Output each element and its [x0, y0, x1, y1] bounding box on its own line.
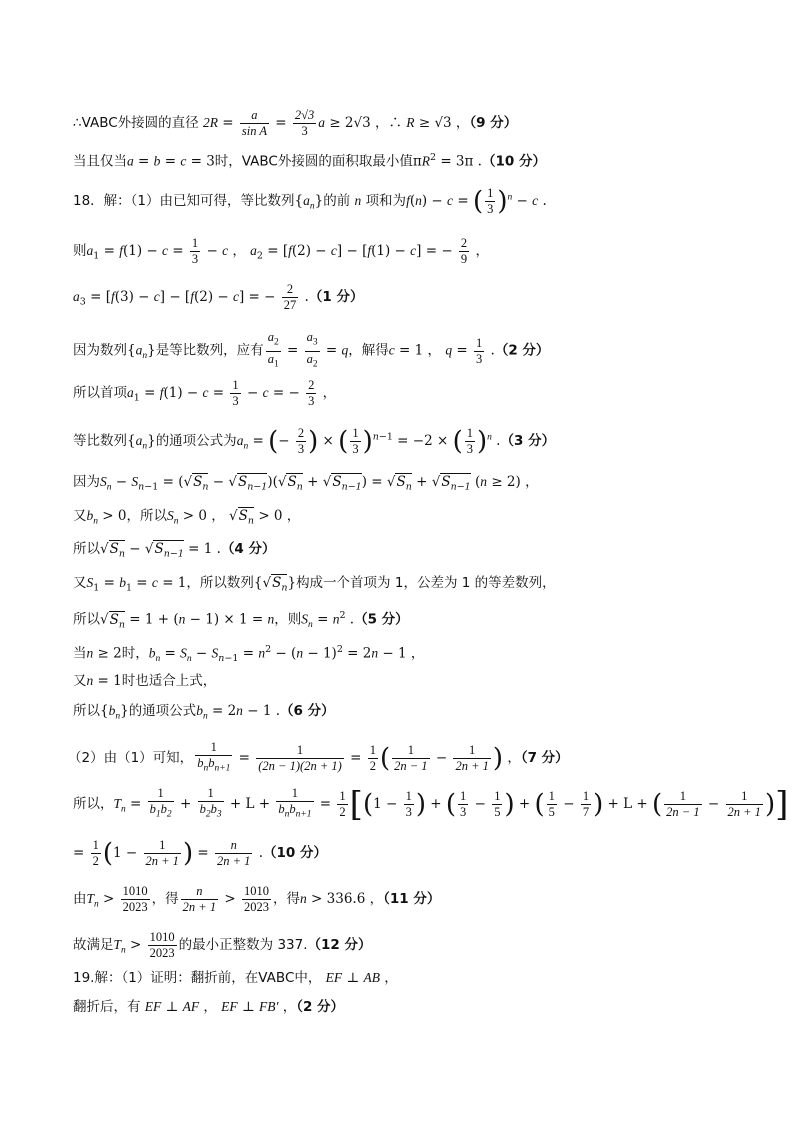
line-bn-result: 所以$\{b_n\}$的通项公式$b_n = 2n - 1$ .（6 分）: [73, 703, 335, 722]
line-inequality: 由$T_n$ > $\frac{1010}{2023}$ ，得 $\frac{n}{2n + 1}$ > $\frac{1010}{2023}$ ，得n > 336.6 ，（11 分）: [73, 884, 441, 914]
line-ratio: 因为数列$\{a_n\}$是等比数列，应有 $\frac{a_2}{a_1}$ = $\frac{a_3}{a_2}$ = q，解得c = 1 ， q = $\frac{1}{3}$ .（2 分）: [73, 330, 550, 369]
line-min-integer: 故满足$T_n$ > $\frac{1010}{2023}$ 的最小正整数为 337.（12 分）: [73, 930, 372, 960]
line-q18-intro: 18．解：（1）由已知可得，等比数列$\{a_n\}$的前 n 项和为f(n) − c = ( $\frac{1}{3}$ )$^n$ − c .: [73, 186, 547, 217]
line-sn-formula: 所以$√S_n = 1 + (n - 1) \times 1 = n$，则$S_n = n^2$ .（5 分）: [73, 610, 409, 631]
line-tn-result: = $\frac{1}{2}$ (1 − $\frac{1}{2n + 1}$ ) = $\frac{n}{2n + 1}$ .（10 分）: [73, 838, 328, 869]
line-bn-derive: 当n ≥ 2时，$b_n = S_n - S_{n-1} = n^2 - (n - 1)^2 = 2n - 1$ ，: [73, 644, 425, 665]
line-part2-fraction: （2）由（1）可知， $\frac{1}{b_nb_{n+1}}$ = $\frac{1}{(2n - 1)(2n + 1)}$ = $\frac{1}{2}$ ( $\frac{1}{2n - 1}$ − $\frac{1}{2n + 1}$ ) ，（7 分）: [68, 740, 569, 774]
line-tn-sum: 所以，$T_n$ = $\frac{1}{b_1b_2}$ + $\frac{1}{b_2b_3}$ + L + $\frac{1}{b_nb_{n+1}}$ = $\frac{1}{2}$ [(1 − $\frac{1}{3}$ ) + ( $\frac{1}{3}$ − $\frac{1}{5}$ ) + ( $\frac{1}{5}$ − $\frac{1}{7}$ ) + L + ( $\frac{1}{2n - 1}$ − $\frac{1}{2n + 1}$ )]: [73, 784, 789, 825]
line-bn-positive: 又$b_n > 0$，所以$S_n > 0$ ， $√S_n > 0$ ，: [73, 508, 301, 527]
line-sqrt-diff: 所以$√S_n - √S_{n-1} = 1$ .（4 分）: [73, 541, 276, 560]
line-general-term: 等比数列$\{a_n\}$的通项公式为$a_n$ = (− $\frac{2}{3}$ ) × ( $\frac{1}{3}$ )$^{n-1}$ = −2 × ( $\frac{1}{3}$ )$^n$ .（3 分）: [73, 426, 556, 457]
line-sn-difference: 因为$S_n - S_{n-1} = (√S_n - √S_{n-1})(√S_n + √S_{n-1}) = √S_n + √S_{n-1}$ (n ≥ 2) ，: [73, 474, 539, 493]
line-a3: $a_3 = [f(3) - c] - [f(2) - c]$ = − $\frac{2}{27}$ .（1 分）: [73, 282, 364, 312]
line-first-term: 所以首项$a_1 = f(1) - c$ = $\frac{1}{3}$ − c = − $\frac{2}{3}$ ，: [73, 378, 337, 408]
line-q19-fold: 翻折后，有 EF ⊥ AF ， EF ⊥ FB′ ，（2 分）: [73, 999, 345, 1015]
line-q19-intro: 19.解：（1）证明：翻折前，在VABC中， EF ⊥ AB ，: [73, 970, 398, 986]
line-equality-condition: 当且仅当a = b = c = 3时，VABC外接圆的面积取最小值$\pi R^2 = 3\pi$ .（10 分）: [73, 152, 546, 170]
line-n1-check: 又n = 1时也适合上式，: [73, 673, 217, 689]
line-circumradius: ∴VABC外接圆的直径 2R = $\frac{a}{\text{sin A}}$ = $\frac{2√3}{3}$ a ≥ 2√3 ，∴ R ≥ √3 ，（9 分）: [73, 108, 518, 138]
line-a1-a2: 则$a_1 = f(1) - c$ = $\frac{1}{3}$ − c ， $a_2 = [f(2) - c] - [f(1) - c]$ = − $\frac{2}{9}$ ，: [73, 236, 489, 266]
line-arith-seq: 又$S_1 = b_1 = c = 1$，所以数列$\{√S_n\}$构成一个首项为 1，公差为 1 的等差数列，: [73, 575, 556, 594]
